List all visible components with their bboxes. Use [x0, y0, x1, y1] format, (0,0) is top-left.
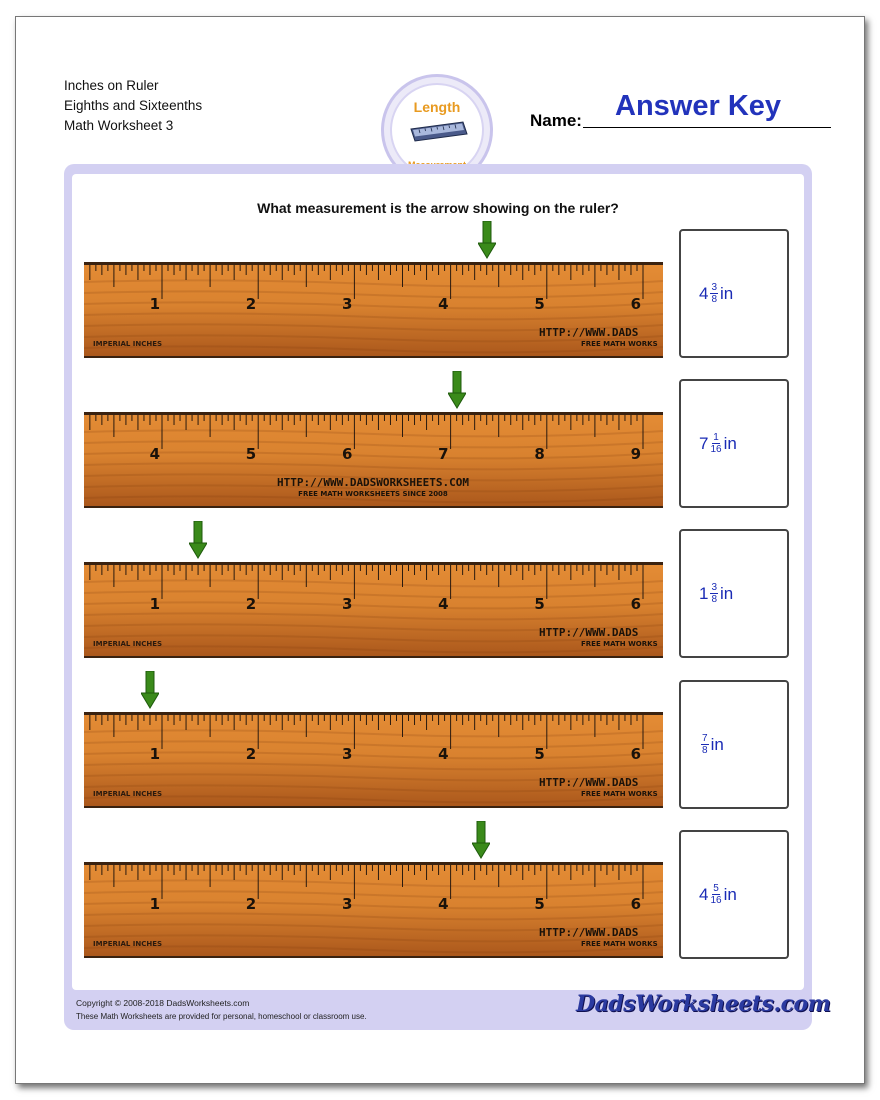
inch-label: 9	[630, 445, 641, 463]
worksheet-title: Inches on Ruler	[64, 78, 159, 93]
tagline-text: FREE MATH WORKS	[581, 640, 658, 648]
answer-fraction	[701, 733, 709, 756]
ruler-bottom-edge	[84, 356, 663, 358]
inch-label: 1	[149, 295, 160, 313]
inch-label: 2	[245, 295, 257, 313]
inch-label: 5	[534, 895, 545, 913]
inch-label: 4	[438, 745, 449, 763]
inch-label: 5	[245, 445, 257, 463]
url-text: HTTP://WWW.DADS	[539, 776, 639, 789]
fraction-numerator: 1	[713, 432, 719, 443]
ruler-body	[84, 562, 663, 658]
down-arrow-icon	[448, 371, 466, 409]
ruler-body	[84, 862, 663, 958]
answer-fraction	[710, 883, 721, 906]
worksheet-number: Math Worksheet 3	[64, 118, 174, 133]
inch-label: 4	[438, 295, 449, 313]
inch-label: 4	[149, 445, 160, 463]
fraction-numerator: 3	[711, 282, 718, 293]
ruler-body	[84, 712, 663, 808]
imperial-inches-text: IMPERIAL INCHES	[93, 640, 163, 648]
copyright-text: Copyright © 2008-2018 DadsWorksheets.com	[76, 998, 250, 1008]
fraction-numerator: 7	[702, 733, 708, 744]
imperial-inches-text: IMPERIAL INCHES	[93, 340, 163, 348]
inch-label: 2	[245, 745, 257, 763]
ruler-top-edge	[84, 562, 663, 565]
inch-label: 3	[341, 295, 353, 313]
ruler-3	[84, 562, 663, 658]
answer-value	[699, 531, 733, 656]
ruler-bottom-edge	[84, 656, 663, 658]
tagline-text: FREE MATH WORKS	[581, 940, 658, 948]
inch-label: 2	[245, 895, 257, 913]
answer-box-5	[679, 830, 789, 959]
answer-fraction	[710, 432, 721, 455]
inch-label: 2	[245, 595, 257, 613]
inch-label: 4	[438, 595, 449, 613]
answer-key-text: Answer Key	[615, 90, 782, 122]
inch-label: 1	[149, 895, 160, 913]
answer-unit: in	[720, 583, 734, 603]
inch-label: 8	[534, 445, 545, 463]
ruler-1	[84, 262, 663, 358]
fraction-denominator: 16	[710, 444, 722, 455]
answer-box-1	[679, 229, 789, 358]
ruler-bottom-edge	[84, 506, 663, 508]
down-arrow-icon	[189, 521, 207, 559]
answer-whole: 4	[699, 884, 709, 904]
fraction-denominator: 8	[702, 745, 708, 756]
ruler-top-edge	[84, 712, 663, 715]
badge-title: Length	[413, 99, 461, 115]
imperial-inches-text: IMPERIAL INCHES	[93, 790, 163, 798]
inch-label: 6	[630, 295, 641, 313]
ruler-icon	[409, 121, 469, 143]
ruler-2	[84, 412, 663, 508]
tagline-text: FREE MATH WORKS	[581, 790, 658, 798]
ruler-body	[84, 262, 663, 358]
name-field-line	[583, 127, 831, 128]
answer-unit: in	[723, 433, 737, 453]
answer-unit: in	[720, 283, 734, 303]
inch-label: 3	[341, 745, 353, 763]
fraction-numerator: 5	[713, 883, 719, 894]
answer-value	[699, 682, 724, 807]
fraction-numerator: 3	[711, 582, 718, 593]
answer-fraction	[710, 282, 718, 305]
usage-notice: These Math Worksheets are provided for personal, homeschool or classroom use.	[76, 1012, 367, 1021]
inch-label: 7	[438, 445, 449, 463]
answer-unit: in	[710, 734, 724, 754]
answer-unit: in	[723, 884, 737, 904]
down-arrow-icon	[141, 671, 159, 709]
url-text: HTTP://WWW.DADS	[539, 626, 639, 639]
ruler-bottom-edge	[84, 956, 663, 958]
url-text: HTTP://WWW.DADS	[539, 326, 639, 339]
answer-fraction	[710, 582, 718, 605]
inch-label: 3	[341, 595, 353, 613]
inch-label: 6	[630, 745, 641, 763]
answer-box-2	[679, 379, 789, 508]
answer-value	[699, 832, 737, 957]
answer-box-4	[679, 680, 789, 809]
answer-whole: 4	[699, 283, 709, 303]
ruler-top-edge	[84, 412, 663, 415]
inch-label: 6	[630, 595, 641, 613]
down-arrow-icon	[478, 221, 496, 259]
answer-whole: 1	[699, 583, 709, 603]
inch-label: 4	[438, 895, 449, 913]
answer-value	[699, 231, 733, 356]
inch-label: 6	[341, 445, 353, 463]
ruler-5	[84, 862, 663, 958]
tagline-text: FREE MATH WORKSHEETS SINCE 2008	[298, 490, 448, 498]
url-text: HTTP://WWW.DADSWORKSHEETS.COM	[276, 476, 470, 489]
url-text: HTTP://WWW.DADS	[539, 926, 639, 939]
fraction-denominator: 8	[711, 294, 718, 305]
ruler-top-edge	[84, 262, 663, 265]
ruler-top-edge	[84, 862, 663, 865]
tagline-text: FREE MATH WORKS	[581, 340, 658, 348]
inch-label: 6	[630, 895, 641, 913]
ruler-bottom-edge	[84, 806, 663, 808]
inch-label: 3	[341, 895, 353, 913]
answer-whole: 7	[699, 433, 709, 453]
inch-label: 5	[534, 745, 545, 763]
inch-label: 5	[534, 295, 545, 313]
down-arrow-icon	[472, 821, 490, 859]
answer-value	[699, 381, 737, 506]
name-label: Name:	[530, 111, 582, 130]
inch-label: 1	[149, 595, 160, 613]
worksheet-subtitle: Eighths and Sixteenths	[64, 98, 203, 113]
dadsworksheets-logo: DadsWorksheets.com	[576, 991, 831, 1017]
ruler-4	[84, 712, 663, 808]
badge-inner-circle	[390, 83, 484, 177]
inch-label: 1	[149, 745, 160, 763]
answer-box-3	[679, 529, 789, 658]
fraction-denominator: 16	[710, 895, 722, 906]
imperial-inches-text: IMPERIAL INCHES	[93, 940, 163, 948]
fraction-denominator: 8	[711, 594, 718, 605]
inch-label: 5	[534, 595, 545, 613]
question-text: What measurement is the arrow showing on the ruler?	[257, 200, 619, 216]
